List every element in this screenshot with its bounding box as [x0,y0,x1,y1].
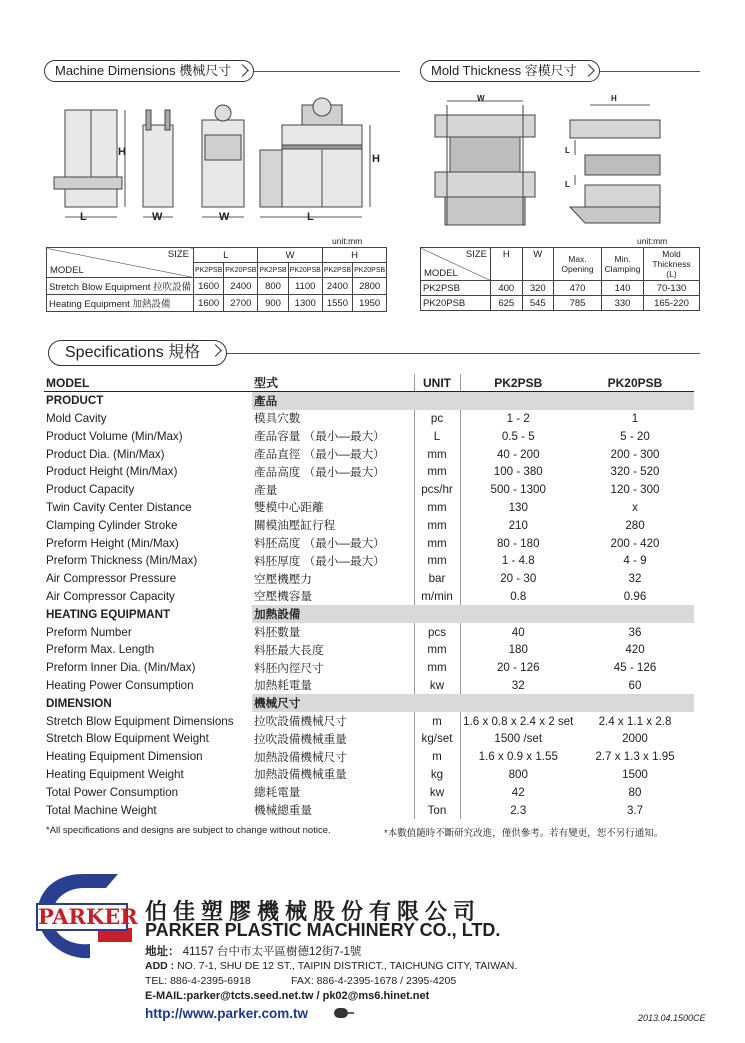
size-label: SIZE [167,249,190,260]
spec-pk2psb: 20 - 126 [496,661,540,675]
spec-pk2psb: 42 [511,785,525,799]
machine-unit: unit:mm [332,236,363,246]
table-row [44,481,694,499]
spec-unit: L [414,427,460,445]
machine-dimensions-title: Machine Dimensions 機械尺寸 [44,60,254,82]
spec-section-row [44,694,694,712]
table-row [47,278,387,295]
cell: 400 [491,281,523,296]
row-name: PK20PSB [421,296,491,311]
cell: 545 [522,296,554,311]
cell: 1300 [288,295,322,312]
spec-name-zh: 料胚厚度 （最小—最大） [254,554,385,568]
spec-name-zh: 料胚內徑尺寸 [254,661,324,675]
spec-unit: mm [414,445,460,463]
spec-pk20psb: 2.7 x 1.3 x 1.95 [595,750,675,764]
spec-pk2psb: 180 [508,643,528,657]
spec-name-zh: 加熱耗電量 [254,679,312,693]
logo-text: PARKER [38,904,138,929]
spec-pk2psb: 100 - 380 [493,465,543,479]
table-row [44,748,694,766]
machine-l-label-2: L [307,211,314,223]
spec-pk2psb: 20 - 30 [500,572,537,586]
table-row [421,281,700,296]
header-pk2psb: PK2PSB [460,374,576,392]
table-row [44,766,694,784]
machine-w-label: W [152,211,163,223]
spec-name-zh: 料胚高度 （最小—最大） [254,537,385,551]
cell: 900 [258,295,288,312]
spec-unit: m/min [414,588,460,606]
spec-pk2psb: 0.5 - 5 [501,429,535,443]
table-row [44,534,694,552]
spec-name-zh: 產品容量 （最小—最大） [254,430,385,444]
cell: 470 [554,281,602,296]
spec-unit: pcs [414,623,460,641]
cell: 2400 [322,278,352,295]
spec-name: Total Machine Weight [46,803,157,817]
header-cell: H [491,248,523,281]
table-row [44,570,694,588]
website-link[interactable]: http://www.parker.com.tw [145,1006,309,1021]
spec-name: Stretch Blow Equipment Dimensions [46,714,234,728]
spec-pk20psb: 36 [628,625,642,639]
cell: 70-130 [644,281,700,296]
mold-unit: unit:mm [637,236,668,246]
subheader: PK2PSB [258,263,288,278]
mold-h-label: H [611,94,617,103]
spec-name: Preform Thickness (Min/Max) [46,554,198,568]
spec-name-zh: 拉吹設備機械尺寸 [254,715,347,729]
spec-name-zh: 機械總重量 [254,804,312,818]
cell: 140 [602,281,644,296]
section-name-zh: 加熱設備 [252,605,694,623]
spec-unit: kg/set [414,730,460,748]
spec-unit: kw [414,783,460,801]
table-row [44,623,694,641]
table-row [44,445,694,463]
table-row [44,801,694,819]
subheader: PK20PSB [353,263,387,278]
header-cell: Mold Thickness (L) [644,248,700,281]
spec-pk20psb: 1 [631,411,639,425]
spec-pk2psb: 500 - 1300 [490,483,546,497]
address-en-value: NO. 7-1, SHU DE 12 ST., TAIPIN DISTRICT., TAICHUNG CITY, TAIWAN. [177,960,518,972]
table-row [44,730,694,748]
section-name-zh: 機械尺寸 [252,694,694,712]
spec-name: Heating Equipment Dimension [46,750,203,764]
machine-l-label: L [80,211,87,223]
spec-pk2psb: 1.6 x 0.9 x 1.55 [478,750,558,764]
spec-pk20psb: 4 - 9 [623,554,647,568]
spec-pk2psb: 1500 /set [494,732,543,746]
address-zh-label: 地址： [145,946,180,958]
spec-pk20psb: 3.7 [626,803,644,817]
mold-w-label: W [477,94,485,103]
specifications-title: Specifications 規格 [48,340,227,366]
spec-name: Heating Equipment Weight [46,767,184,781]
spec-pk20psb: 80 [628,785,642,799]
table-row [44,677,694,695]
spec-pk2psb: 80 - 180 [496,536,540,550]
spec-pk20psb: 420 [625,643,645,657]
table-row [44,641,694,659]
cell: 800 [258,278,288,295]
section-name: DIMENSION [46,696,112,710]
spec-pk20psb: 280 [625,518,645,532]
company-name-en: PARKER PLASTIC MACHINERY CO., LTD. [145,920,501,940]
cell: 1600 [194,295,224,312]
fax: FAX: 886-4-2395-1678 / 2395-4205 [291,975,457,987]
company-name-zh: 伯佳塑膠機械股份有限公司 [145,899,482,924]
spec-pk2psb: 210 [508,518,528,532]
machine-dimensions-drawing [40,95,390,230]
machine-w-label-2: W [219,211,230,223]
table-row [44,516,694,534]
subheader: PK2PSB [194,263,224,278]
header-cell: W [522,248,554,281]
spec-unit: pc [414,410,460,428]
mold-thickness-table [420,247,700,311]
cell: 1600 [194,278,224,295]
spec-pk20psb: 120 - 300 [610,483,660,497]
spec-pk2psb: 1.6 x 0.8 x 2.4 x 2 set [463,714,574,728]
spec-name: Stretch Blow Equipment Weight [46,732,209,746]
spec-unit: m [414,712,460,730]
address-zh [145,943,361,959]
spec-name-zh: 模具穴數 [254,412,301,426]
spec-name-zh: 拉吹設備機械重量 [254,732,347,746]
mold-l-label: L [565,146,570,155]
spec-pk2psb: 1 - 4.8 [501,554,535,568]
spec-pk20psb: 200 - 300 [610,447,660,461]
spec-pk20psb: 32 [628,572,642,586]
group-w: W [258,248,322,263]
spec-pk2psb: 2.3 [510,803,527,817]
table-row [44,588,694,606]
spec-unit: mm [414,463,460,481]
note-zh: *本數值隨時不斷研究改進，僅供參考。若有變更，恕不另行通知。 [384,828,664,839]
spec-name: Clamping Cylinder Stroke [46,518,178,532]
print-code: 2013.04.1500CE [638,1013,706,1023]
table-row [44,783,694,801]
subheader: PK20PSB [288,263,322,278]
spec-name: Twin Cavity Center Distance [46,500,192,514]
tel: TEL: 886-4-2395-6918 [145,975,251,987]
mold-thickness-title: Mold Thickness 容模尺寸 [420,60,600,82]
header-unit: UNIT [414,374,460,392]
spec-name-zh: 加熱設備機械尺寸 [254,750,347,764]
spec-name: Product Dia. (Min/Max) [46,447,165,461]
row-name: Stretch Blow Equipment 拉吹設備 [47,278,194,295]
table-row [44,659,694,677]
spec-name: Total Power Consumption [46,785,179,799]
spec-pk20psb: 0.96 [623,589,647,603]
machine-dimensions-table [46,247,387,312]
spec-unit: kw [414,677,460,695]
subheader: PK20PSB [224,263,258,278]
model-label: MODEL [424,268,458,279]
spec-unit: kg [414,766,460,784]
spec-pk2psb: 40 [511,625,525,639]
spec-name: Air Compressor Pressure [46,572,177,586]
spec-name: Mold Cavity [46,411,107,425]
header-pk20psb: PK20PSB [576,374,694,392]
table-row [44,499,694,517]
address-zh-value: 41157 台中市太平區樹德12街7-1號 [182,946,362,958]
cell: 2700 [224,295,258,312]
spec-unit: mm [414,499,460,517]
section-name-zh: 產品 [252,392,694,410]
spec-name-zh: 雙模中心距離 [254,501,324,515]
cell: 2400 [224,278,258,295]
spec-name: Product Volume (Min/Max) [46,429,183,443]
cell: 165-220 [644,296,700,311]
section-name: HEATING EQUIPMANT [46,607,171,621]
spec-unit: m [414,748,460,766]
spec-pk20psb: 5 - 20 [620,429,650,443]
spec-pk20psb: 320 - 520 [610,465,660,479]
cell: 785 [554,296,602,311]
spec-pk20psb: 60 [628,678,642,692]
spec-pk2psb: 0.8 [510,589,527,603]
mouse-icon [333,1005,355,1021]
table-row [421,296,700,311]
model-label: MODEL [50,265,84,276]
spec-body [44,392,694,819]
table-row [44,552,694,570]
spec-name: Product Capacity [46,483,135,497]
address-en [145,960,517,972]
spec-pk20psb: 2000 [622,732,648,746]
machine-h-label: H [118,146,126,158]
spec-pk2psb: 800 [508,767,528,781]
spec-name: Preform Max. Length [46,643,155,657]
cell: 330 [602,296,644,311]
spec-name: Preform Inner Dia. (Min/Max) [46,661,196,675]
spec-unit: pcs/hr [414,481,460,499]
spec-header-row [44,374,694,392]
cell: 1100 [288,278,322,295]
spec-unit: mm [414,534,460,552]
table-row [47,295,387,312]
spec-name: Heating Power Consumption [46,678,194,692]
spec-pk20psb: x [632,500,638,514]
spec-name-zh: 空壓機容量 [254,590,312,604]
spec-name-zh: 關模油壓缸行程 [254,519,336,533]
email[interactable]: E-MAIL:parker@tcts.seed.net.tw / pk02@ms6.hinet.net [145,990,430,1002]
spec-name-zh: 產量 [254,483,278,497]
cell: 2800 [353,278,387,295]
cell: 320 [522,281,554,296]
section-name: PRODUCT [46,394,104,408]
address-en-label: ADD : [145,960,175,972]
spec-name-zh: 產品高度 （最小—最大） [254,465,385,479]
row-name: PK2PSB [421,281,491,296]
note-en: *All specifications and designs are subject to change without notice. [46,825,331,836]
mold-thickness-drawing [425,95,675,235]
row-name: Heating Equipment 加熱設備 [47,295,194,312]
spec-name: Preform Number [46,625,132,639]
table-row [44,463,694,481]
spec-unit: mm [414,659,460,677]
spec-name: Product Height (Min/Max) [46,465,178,479]
spec-name-zh: 料胚最大長度 [254,643,324,657]
spec-name: Air Compressor Capacity [46,589,175,603]
spec-name-zh: 總耗電量 [254,786,301,800]
table-row [44,712,694,730]
spec-pk20psb: 2.4 x 1.1 x 2.8 [598,714,672,728]
header-cell: Min. Clamping [602,248,644,281]
spec-section-row [44,392,694,410]
subheader: PK2PSB [322,263,352,278]
machine-h-label-2: H [372,153,380,165]
spec-section-row [44,605,694,623]
spec-pk20psb: 45 - 126 [613,661,657,675]
cell: 1550 [322,295,352,312]
table-row [44,427,694,445]
header-model: MODEL [44,374,252,392]
spec-pk20psb: 1500 [622,767,648,781]
specifications-table [44,374,694,819]
spec-name-zh: 產品直徑 （最小—最大） [254,448,385,462]
spec-name-zh: 料胚數量 [254,626,301,640]
header-cell: Max. Opening [554,248,602,281]
spec-unit: mm [414,552,460,570]
spec-pk2psb: 130 [508,500,528,514]
cell: 1950 [353,295,387,312]
spec-pk2psb: 40 - 200 [496,447,540,461]
cell: 625 [491,296,523,311]
mold-l-label-2: L [565,180,570,189]
spec-pk2psb: 1 - 2 [506,411,530,425]
spec-unit: bar [414,570,460,588]
header-model-zh: 型式 [252,374,414,392]
spec-name-zh: 空壓機壓力 [254,572,312,586]
spec-pk20psb: 200 - 420 [610,536,660,550]
spec-name: Preform Height (Min/Max) [46,536,179,550]
size-label: SIZE [465,249,487,260]
group-h: H [322,248,386,263]
spec-name-zh: 加熱設備機械重量 [254,768,347,782]
table-row [44,410,694,428]
spec-pk2psb: 32 [511,678,525,692]
spec-unit: mm [414,641,460,659]
spec-unit: Ton [414,801,460,819]
spec-unit: mm [414,516,460,534]
group-l: L [194,248,258,263]
